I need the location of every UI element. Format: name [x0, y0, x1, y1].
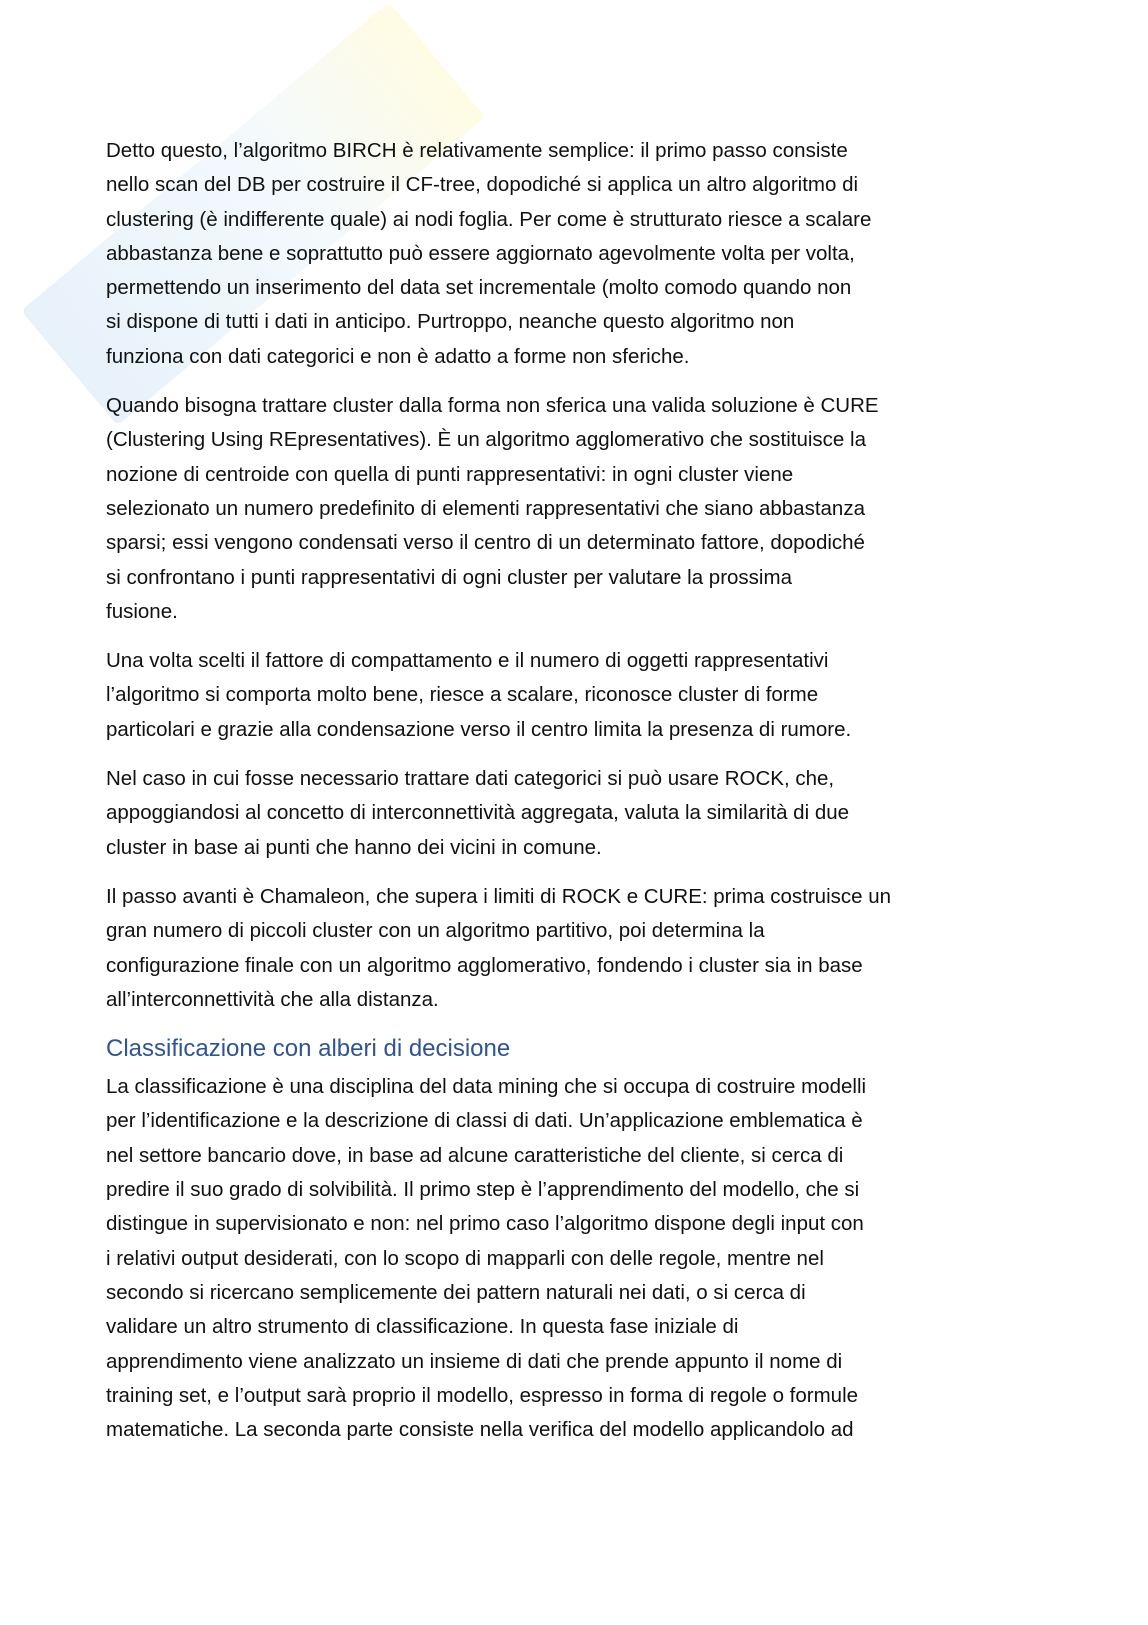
document-body: [106, 134, 1026, 1462]
text-line: selezionato un numero predefinito di elementi rappresentativi che siano abbastanza: [106, 496, 865, 520]
text-line: Una volta scelti il fattore di compattamento e il numero di oggetti rappresentativi: [106, 649, 829, 673]
text-line: funziona con dati categorici e non è adatto a forme non sferiche.: [106, 344, 690, 368]
text-line: clustering (è indifferente quale) ai nodi foglia. Per come è strutturato riesce a scalare: [106, 207, 872, 231]
text-line: si confrontano i punti rappresentativi di ogni cluster per valutare la prossima: [106, 565, 792, 589]
text-line: predire il suo grado di solvibilità. Il primo step è l’apprendimento del modello, che si: [106, 1178, 860, 1202]
text-line: Nel caso in cui fosse necessario trattare dati categorici si può usare ROCK, che,: [106, 767, 835, 791]
text-line: validare un altro strumento di classificazione. In questa fase iniziale di: [106, 1315, 739, 1339]
text-line: permettendo un inserimento del data set incrementale (molto comodo quando non: [106, 276, 852, 300]
text-line: cluster in base ai punti che hanno dei vicini in comune.: [106, 835, 602, 859]
text-line: nello scan del DB per costruire il CF-tree, dopodiché si applica un altro algoritmo di: [106, 173, 859, 197]
paragraph: [106, 762, 1026, 865]
text-line: abbastanza bene e soprattutto può essere aggiornato agevolmente volta per volta,: [106, 241, 855, 265]
text-line: per l’identificazione e la descrizione di classi di dati. Un’applicazione emblematica è: [106, 1109, 863, 1133]
paragraph: [106, 389, 1026, 629]
paragraph: [106, 1070, 1026, 1447]
text-line: Quando bisogna trattare cluster dalla forma non sferica una valida soluzione è CURE: [106, 394, 879, 418]
text-line: all’interconnettività che alla distanza.: [106, 987, 439, 1011]
paragraph: [106, 134, 1026, 374]
text-line: distingue in supervisionato e non: nel primo caso l’algoritmo dispone degli input con: [106, 1212, 864, 1236]
text-line: gran numero di piccoli cluster con un algoritmo partitivo, poi determina la: [106, 919, 765, 943]
text-line: particolari e grazie alla condensazione verso il centro limita la presenza di rumore.: [106, 717, 852, 741]
text-line: La classificazione è una disciplina del data mining che si occupa di costruire modelli: [106, 1075, 867, 1099]
text-line: configurazione finale con un algoritmo agglomerativo, fondendo i cluster sia in base: [106, 953, 863, 977]
text-line: fusione.: [106, 599, 178, 623]
text-line: secondo si ricercano semplicemente dei pattern naturali nei dati, o si cerca di: [106, 1280, 806, 1304]
text-line: l’algoritmo si comporta molto bene, riesce a scalare, riconosce cluster di forme: [106, 683, 819, 707]
paragraph: [106, 644, 1026, 747]
text-line: matematiche. La seconda parte consiste nella verifica del modello applicandolo ad: [106, 1418, 854, 1442]
text-line: appoggiandosi al concetto di interconnettività aggregata, valuta la similarità di due: [106, 801, 850, 825]
text-line: (Clustering Using REpresentatives). È un algoritmo agglomerativo che sostituisce la: [106, 428, 866, 452]
text-line: Il passo avanti è Chamaleon, che supera i limiti di ROCK e CURE: prima costruisce un: [106, 884, 892, 908]
paragraph: [106, 880, 1026, 1017]
text-line: nel settore bancario dove, in base ad alcune caratteristiche del cliente, si cerca di: [106, 1143, 844, 1167]
text-line: Detto questo, l’algoritmo BIRCH è relativamente semplice: il primo passo consiste: [106, 139, 848, 162]
text-line: si dispone di tutti i dati in anticipo. Purtroppo, neanche questo algoritmo non: [106, 310, 795, 334]
text-line: apprendimento viene analizzato un insieme di dati che prende appunto il nome di: [106, 1349, 843, 1373]
text-line: training set, e l’output sarà proprio il modello, espresso in forma di regole o formule: [106, 1383, 859, 1407]
text-line: i relativi output desiderati, con lo scopo di mapparli con delle regole, mentre nel: [106, 1246, 824, 1270]
text-line: sparsi; essi vengono condensati verso il centro di un determinato fattore, dopodiché: [106, 531, 865, 555]
section-heading: Classificazione con alberi di decisione: [106, 1035, 511, 1063]
text-line: nozione di centroide con quella di punti rappresentativi: in ogni cluster viene: [106, 462, 794, 486]
